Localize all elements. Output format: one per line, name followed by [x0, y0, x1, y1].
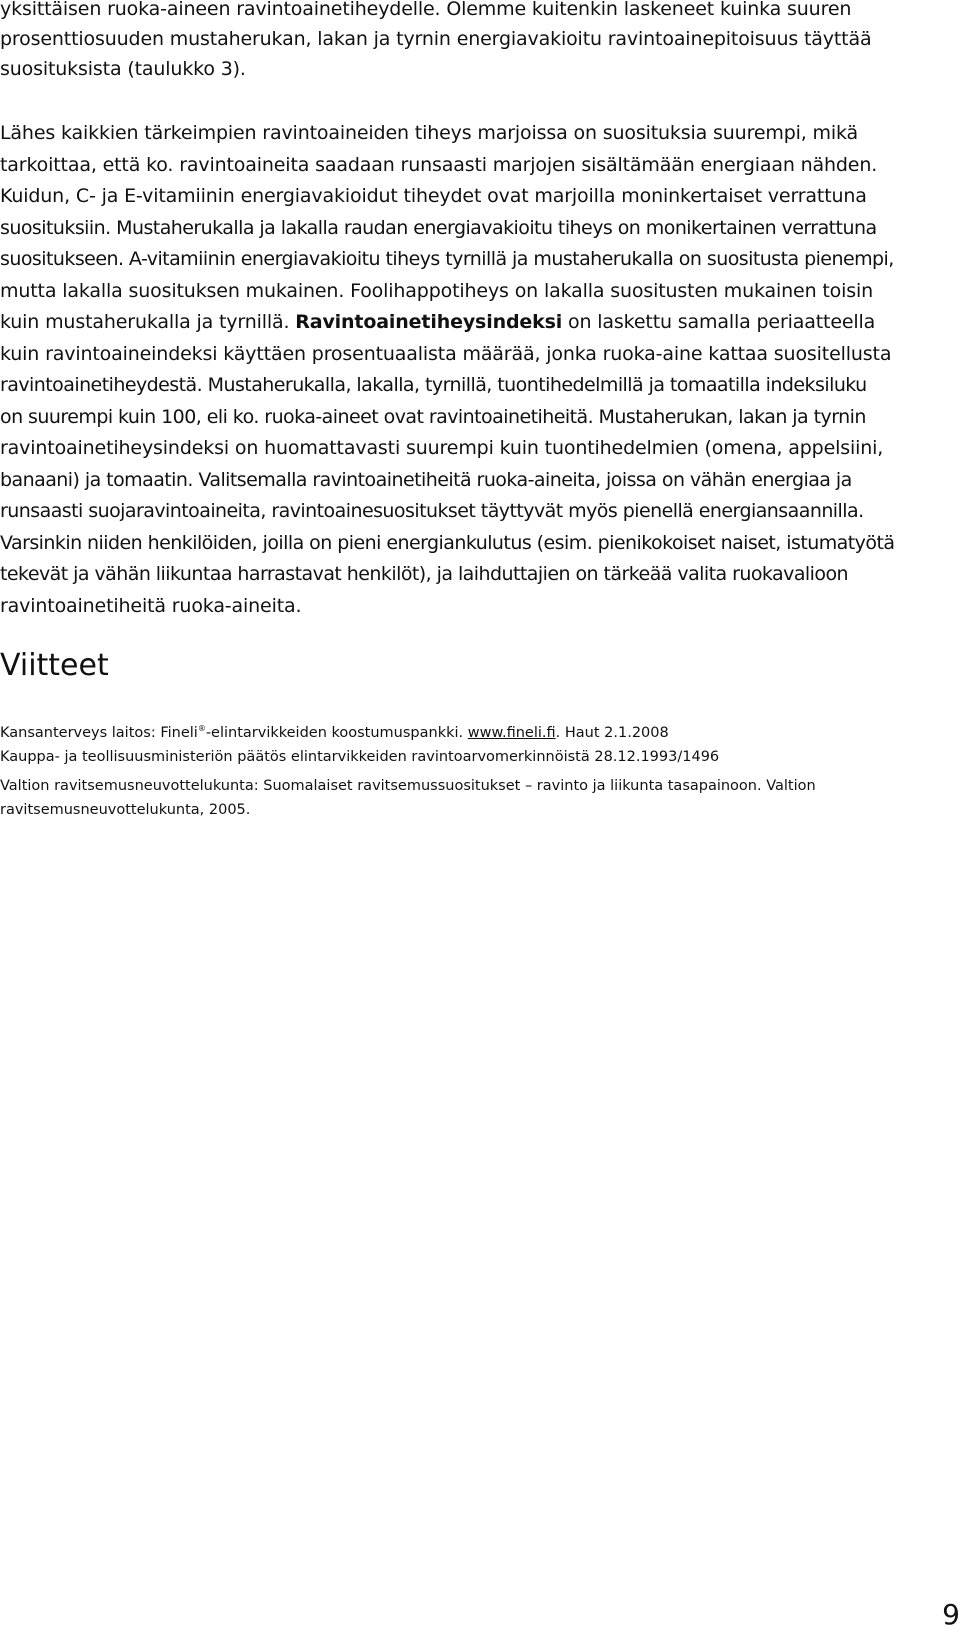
text-line: runsaasti suojaravintoaineita, ravintoainesuositukset täyttyvät myös pienellä energiansaannilla. [0, 500, 864, 522]
reference-item [0, 774, 932, 822]
text-line: yksittäisen ruoka-aineen ravintoainetiheydelle. Olemme kuitenkin laskeneet kuinka suuren [0, 0, 852, 20]
text-line: on suurempi kuin 100, eli ko. ruoka-aineet ovat ravintoainetiheitä. Mustaherukan, lakan ja tyrnin [0, 405, 866, 428]
reference-line: Valtion ravitsemusneuvottelukunta: Suomalaiset ravitsemussuositukset – ravinto ja liikunta tasapainoon. Valtion [0, 777, 816, 794]
text-line: Lähes kaikkien tärkeimpien ravintoaineiden tiheys marjoissa on suosituksia suurempi, mikä [0, 122, 859, 144]
text-line: prosenttiosuuden mustaherukan, lakan ja tyrnin energiavakioitu ravintoainepitoisuus täyttää [0, 28, 872, 50]
text-segment: kuin mustaherukalla ja tyrnillä. [0, 311, 296, 333]
text-line: tekevät ja vähän liikuntaa harrastavat henkilöt), ja laihduttajien on tärkeää valita ruokavalioon [0, 563, 849, 585]
page-number: 9 [942, 1598, 960, 1631]
bold-term: Ravintoainetiheysindeksi [295, 311, 563, 333]
text-segment: on laskettu samalla periaatteella [562, 311, 876, 333]
fineli-link[interactable]: www.fineli.fi [467, 724, 556, 741]
text-line: mutta lakalla suosituksen mukainen. Foolihappotiheys on lakalla suositusten mukainen toisin [0, 279, 874, 302]
text-line: suosituksiin. Mustaherukalla ja lakalla raudan energiavakioitu tiheys on monikertainen verrattuna [0, 216, 877, 239]
text-line: kuin ravintoaineindeksi käyttäen prosentuaalista määrää, jonka ruoka-aine kattaa suositellusta [0, 342, 892, 365]
reference-line: ravitsemusneuvottelukunta, 2005. [0, 801, 251, 818]
registered-mark: ® [197, 724, 206, 733]
text-line [0, 307, 932, 339]
text-line: ravintoainetiheysindeksi on huomattavasti suurempi kuin tuontihedelmien (omena, appelsiini, [0, 437, 884, 459]
references-heading: Viitteet [0, 648, 109, 683]
reference-text: . Haut 2.1.2008 [555, 724, 669, 741]
reference-text: -elintarvikkeiden koostumuspankki. [205, 724, 468, 741]
text-line: ravintoainetiheydestä. Mustaherukalla, lakalla, tyrnillä, tuontihedelmillä ja tomaatilla indeksiluku [0, 374, 867, 396]
text-line: tarkoittaa, että ko. ravintoaineita saadaan runsaasti marjojen sisältämään energiaan nähden. [0, 153, 878, 176]
text-line: suosituksista (taulukko 3). [0, 58, 246, 80]
references-list [0, 718, 932, 824]
reference-item [0, 718, 932, 744]
text-line: suositukseen. A-vitamiinin energiavakioitu tiheys tyrnillä ja mustaherukalla on suositusta pienempi, [0, 248, 894, 270]
text-line: ravintoainetiheitä ruoka-aineita. [0, 594, 302, 617]
text-line: Varsinkin niiden henkilöiden, joilla on pieni energiankulutus (esim. pienikokoiset naiset, istumatyötä [0, 531, 895, 554]
text-line: banaani) ja tomaatin. Valitsemalla ravintoainetiheitä ruoka-aineita, joissa on vähän energiaa ja [0, 468, 852, 491]
text-line: Kuidun, C- ja E-vitamiinin energiavakioidut tiheydet ovat marjoilla moninkertaiset verrattuna [0, 185, 867, 207]
paragraph-nutrient-density [0, 118, 932, 622]
reference-item: Kauppa- ja teollisuusministeriön päätös elintarvikkeiden ravintoarvomerkinnöistä 28.12.1993/1496 [0, 748, 720, 765]
reference-text: Kansanterveys laitos: Fineli [0, 724, 198, 741]
paragraph-intro [0, 0, 932, 84]
